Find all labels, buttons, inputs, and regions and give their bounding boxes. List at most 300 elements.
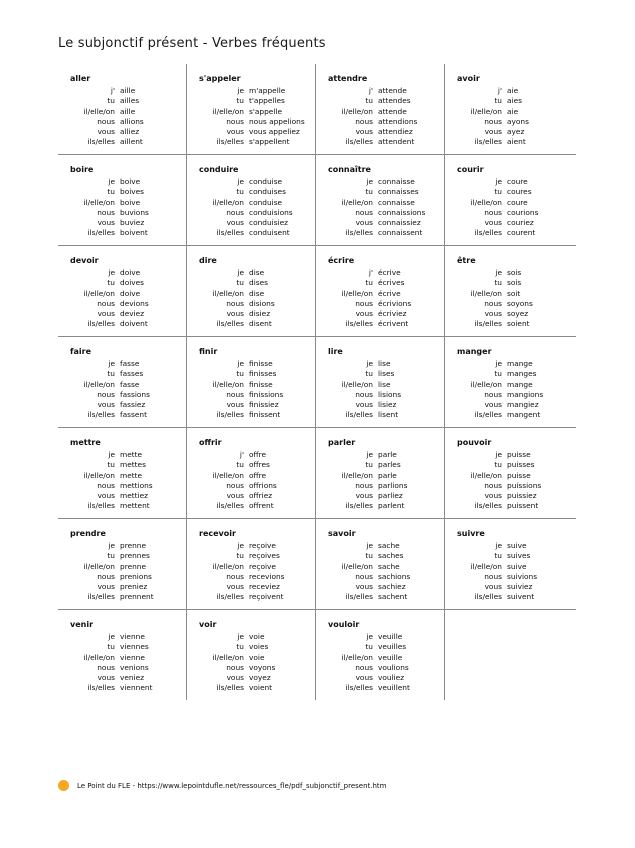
- verb-cell: [445, 519, 574, 609]
- pronoun: tu: [365, 96, 373, 106]
- verb-cell: [445, 64, 574, 154]
- pronoun: tu: [107, 278, 115, 288]
- conjugation-line: [187, 177, 315, 187]
- conjugation-line: [187, 501, 315, 511]
- pronoun: ils/elles: [474, 228, 502, 238]
- pronoun: il/elle/on: [83, 106, 115, 116]
- verb-form: lisent: [378, 410, 399, 420]
- pronoun: ils/elles: [345, 501, 373, 511]
- conjugation-line: [445, 319, 574, 329]
- conjugation-line: [316, 450, 444, 460]
- verb-form: sachions: [378, 571, 411, 581]
- pronoun: tu: [236, 551, 244, 561]
- verb-name: venir: [70, 620, 94, 629]
- verb-form: voies: [249, 642, 269, 652]
- verb-form: puissiez: [507, 491, 537, 501]
- pronoun: nous: [226, 116, 244, 126]
- verb-form: parliez: [378, 491, 403, 501]
- verb-form: offre: [249, 470, 267, 480]
- pronoun: vous: [484, 127, 502, 137]
- conjugation-line: [445, 410, 574, 420]
- conjugation-line: [58, 359, 186, 369]
- pronoun: ils/elles: [216, 410, 244, 420]
- conjugation-list: [316, 177, 444, 239]
- verb-form: attende: [378, 106, 407, 116]
- conjugation-line: [58, 541, 186, 551]
- pronoun: tu: [236, 369, 244, 379]
- verb-form: disiez: [249, 309, 271, 319]
- grid-row: [58, 519, 576, 610]
- verb-form: puissions: [507, 480, 542, 490]
- verb-form: prenne: [120, 541, 147, 550]
- verb-form: mettions: [120, 480, 153, 490]
- pronoun: ils/elles: [474, 410, 502, 420]
- conjugation-line: [58, 187, 186, 197]
- verb-name: recevoir: [199, 529, 236, 538]
- verb-cell: [187, 337, 316, 427]
- conjugation-line: [187, 268, 315, 278]
- conjugation-line: [445, 208, 574, 218]
- pronoun: ils/elles: [345, 683, 373, 693]
- conjugation-line: [187, 450, 315, 460]
- conjugation-line: [445, 86, 574, 96]
- conjugation-line: [187, 562, 315, 572]
- conjugation-line: [445, 471, 574, 481]
- pronoun: nous: [484, 571, 502, 581]
- footer-source: Le Point du FLE - https://www.lepointdufle.net/ressources_fle/pdf_subjonctif_present.htm: [77, 781, 387, 790]
- conjugation-line: [445, 228, 574, 238]
- verb-form: aille: [120, 106, 136, 116]
- pronoun: vous: [226, 400, 244, 410]
- verb-form: parle: [378, 450, 397, 459]
- verb-cell: [445, 246, 574, 336]
- pronoun: il/elle/on: [83, 197, 115, 207]
- conjugation-line: [187, 481, 315, 491]
- conjugation-line: [58, 582, 186, 592]
- conjugation-line: [187, 218, 315, 228]
- verb-cell: [187, 246, 316, 336]
- pronoun: vous: [355, 491, 373, 501]
- pronoun: vous: [97, 673, 115, 683]
- verb-form: conduisiez: [249, 218, 289, 228]
- conjugation-line: [445, 117, 574, 127]
- pronoun: vous: [97, 127, 115, 137]
- verb-form: doivent: [120, 319, 148, 329]
- verb-form: devions: [120, 298, 149, 308]
- pronoun: tu: [107, 551, 115, 561]
- verb-name: faire: [70, 347, 91, 356]
- conjugation-line: [58, 642, 186, 652]
- verb-name: dire: [199, 256, 217, 265]
- verb-form: mettent: [120, 501, 150, 511]
- conjugation-line: [445, 187, 574, 197]
- verb-form: parlent: [378, 501, 405, 511]
- conjugation-list: [58, 177, 186, 239]
- pronoun: il/elle/on: [83, 288, 115, 298]
- verb-form: doive: [120, 268, 141, 277]
- pronoun: ils/elles: [87, 592, 115, 602]
- conjugation-line: [187, 582, 315, 592]
- verb-cell: [187, 64, 316, 154]
- verb-name: écrire: [328, 256, 355, 265]
- conjugation-line: [316, 582, 444, 592]
- pronoun: vous: [484, 309, 502, 319]
- verb-cell: [187, 519, 316, 609]
- verb-form: suives: [507, 551, 531, 561]
- conjugation-line: [445, 400, 574, 410]
- conjugation-line: [58, 410, 186, 420]
- verb-form: finisse: [249, 359, 273, 368]
- conjugation-list: [187, 632, 315, 694]
- pronoun: il/elle/on: [470, 197, 502, 207]
- verb-form: venions: [120, 662, 149, 672]
- verb-form: prennes: [120, 551, 150, 561]
- verb-form: ailles: [120, 96, 140, 106]
- conjugation-line: [187, 642, 315, 652]
- verb-cell: [445, 428, 574, 518]
- verb-form: boivent: [120, 228, 148, 238]
- pronoun: nous: [97, 571, 115, 581]
- pronoun: j': [110, 86, 115, 95]
- conjugation-line: [316, 683, 444, 693]
- pronoun: vous: [484, 582, 502, 592]
- verb-cell: [58, 610, 187, 700]
- verb-form: voie: [249, 632, 265, 641]
- conjugation-line: [187, 107, 315, 117]
- conjugation-line: [58, 481, 186, 491]
- pronoun: tu: [236, 96, 244, 106]
- verb-form: veuille: [378, 632, 403, 641]
- conjugation-line: [187, 208, 315, 218]
- pronoun: tu: [494, 278, 502, 288]
- verb-form: fasses: [120, 369, 144, 379]
- conjugation-line: [187, 460, 315, 470]
- conjugation-line: [187, 663, 315, 673]
- verb-form: conduisions: [249, 207, 293, 217]
- conjugation-line: [58, 117, 186, 127]
- pronoun: vous: [226, 582, 244, 592]
- pronoun: ils/elles: [216, 228, 244, 238]
- pronoun: ils/elles: [474, 137, 502, 147]
- pronoun: tu: [236, 278, 244, 288]
- pronoun: je: [366, 359, 373, 368]
- verb-form: ayons: [507, 116, 529, 126]
- conjugation-list: [316, 450, 444, 512]
- conjugation-line: [316, 369, 444, 379]
- conjugation-line: [187, 541, 315, 551]
- verb-form: prenne: [120, 561, 147, 571]
- verb-cell: [445, 610, 574, 700]
- verb-cell: [316, 610, 445, 700]
- pronoun: vous: [97, 218, 115, 228]
- conjugation-line: [445, 268, 574, 278]
- conjugation-line: [58, 86, 186, 96]
- verb-form: sachiez: [378, 582, 406, 592]
- pronoun: je: [237, 268, 244, 277]
- pronoun: il/elle/on: [83, 561, 115, 571]
- pronoun: vous: [355, 673, 373, 683]
- conjugation-line: [316, 471, 444, 481]
- pronoun: vous: [484, 218, 502, 228]
- conjugation-line: [187, 592, 315, 602]
- verb-cell: [316, 519, 445, 609]
- conjugation-line: [187, 410, 315, 420]
- verb-name: parler: [328, 438, 356, 447]
- verb-form: attendes: [378, 96, 411, 106]
- verb-form: connaissions: [378, 207, 426, 217]
- conjugation-line: [58, 632, 186, 642]
- verb-name: manger: [457, 347, 492, 356]
- verb-form: veuillent: [378, 683, 410, 693]
- conjugation-line: [316, 228, 444, 238]
- conjugation-line: [316, 208, 444, 218]
- conjugation-line: [445, 369, 574, 379]
- conjugation-line: [445, 572, 574, 582]
- conjugation-list: [445, 268, 574, 330]
- pronoun: nous: [355, 480, 373, 490]
- verb-cell: [316, 246, 445, 336]
- pronoun: tu: [494, 460, 502, 470]
- pronoun: il/elle/on: [470, 470, 502, 480]
- grid-row: [58, 64, 576, 155]
- conjugation-list: [445, 177, 574, 239]
- conjugation-line: [187, 359, 315, 369]
- verb-form: aies: [507, 96, 522, 106]
- verb-name: vouloir: [328, 620, 360, 629]
- verb-form: écrivent: [378, 319, 409, 329]
- verb-form: offre: [249, 450, 267, 459]
- pronoun: il/elle/on: [83, 470, 115, 480]
- verb-form: sois: [507, 268, 522, 277]
- verb-form: mangent: [507, 410, 541, 420]
- pronoun: ils/elles: [345, 228, 373, 238]
- conjugation-line: [445, 107, 574, 117]
- verb-form: disions: [249, 298, 275, 308]
- conjugation-line: [58, 400, 186, 410]
- conjugation-line: [316, 541, 444, 551]
- conjugation-line: [187, 299, 315, 309]
- conjugation-line: [187, 683, 315, 693]
- verb-name: savoir: [328, 529, 356, 538]
- pronoun: ils/elles: [87, 410, 115, 420]
- verb-form: viennes: [120, 642, 149, 652]
- verb-form: mettiez: [120, 491, 149, 501]
- verb-form: veniez: [120, 673, 145, 683]
- verb-name: voir: [199, 620, 217, 629]
- verb-form: soient: [507, 319, 530, 329]
- conjugation-list: [445, 541, 574, 603]
- pronoun: nous: [226, 298, 244, 308]
- conjugation-line: [58, 673, 186, 683]
- conjugation-line: [445, 582, 574, 592]
- conjugation-line: [316, 410, 444, 420]
- pronoun: nous: [226, 207, 244, 217]
- conjugation-list: [316, 86, 444, 148]
- pronoun: nous: [97, 207, 115, 217]
- conjugation-line: [58, 177, 186, 187]
- conjugation-line: [316, 319, 444, 329]
- pronoun: nous: [226, 480, 244, 490]
- verb-form: parle: [378, 470, 397, 480]
- verb-form: mangiez: [507, 400, 539, 410]
- verb-cell: [58, 428, 187, 518]
- verb-form: m'appelle: [249, 86, 286, 95]
- verb-form: parlions: [378, 480, 408, 490]
- verb-form: aie: [507, 106, 519, 116]
- pronoun: il/elle/on: [341, 197, 373, 207]
- pronoun: vous: [97, 491, 115, 501]
- conjugation-line: [58, 319, 186, 329]
- conjugation-line: [316, 380, 444, 390]
- verb-form: puissent: [507, 501, 539, 511]
- pronoun: ils/elles: [474, 501, 502, 511]
- pronoun: tu: [107, 642, 115, 652]
- conjugation-line: [58, 683, 186, 693]
- grid-row: [58, 246, 576, 337]
- footer: [58, 780, 387, 791]
- verb-cell: [316, 428, 445, 518]
- pronoun: vous: [97, 400, 115, 410]
- verb-form: s'appelle: [249, 106, 282, 116]
- pronoun: il/elle/on: [83, 652, 115, 662]
- conjugation-line: [187, 278, 315, 288]
- pronoun: nous: [355, 298, 373, 308]
- verb-form: conduise: [249, 177, 283, 186]
- verb-form: offrions: [249, 480, 277, 490]
- verb-form: mange: [507, 359, 533, 368]
- pronoun: je: [495, 541, 502, 550]
- conjugation-line: [316, 551, 444, 561]
- pronoun: ils/elles: [87, 501, 115, 511]
- conjugation-line: [316, 642, 444, 652]
- conjugation-line: [187, 369, 315, 379]
- verb-cell: [58, 64, 187, 154]
- conjugation-line: [445, 501, 574, 511]
- conjugation-line: [187, 198, 315, 208]
- conjugation-line: [187, 187, 315, 197]
- verb-form: mange: [507, 379, 533, 389]
- conjugation-list: [187, 86, 315, 148]
- conjugation-list: [58, 632, 186, 694]
- conjugation-line: [445, 309, 574, 319]
- verb-form: s'appellent: [249, 137, 290, 147]
- conjugation-list: [316, 632, 444, 694]
- conjugation-line: [58, 369, 186, 379]
- verb-form: connaisses: [378, 187, 419, 197]
- conjugation-line: [316, 218, 444, 228]
- verb-form: coures: [507, 187, 532, 197]
- verb-form: lisions: [378, 389, 402, 399]
- conjugation-line: [58, 380, 186, 390]
- pronoun: vous: [226, 127, 244, 137]
- verb-cell: [58, 519, 187, 609]
- verb-cell: [58, 155, 187, 245]
- conjugation-line: [187, 117, 315, 127]
- conjugation-line: [316, 632, 444, 642]
- conjugation-list: [445, 450, 574, 512]
- conjugation-line: [445, 137, 574, 147]
- verb-form: mangions: [507, 389, 544, 399]
- pronoun: il/elle/on: [341, 106, 373, 116]
- conjugation-list: [316, 541, 444, 603]
- verb-form: suive: [507, 541, 527, 550]
- verb-form: attende: [378, 86, 407, 95]
- pronoun: tu: [365, 187, 373, 197]
- pronoun: nous: [97, 116, 115, 126]
- conjugation-line: [58, 228, 186, 238]
- conjugation-line: [58, 208, 186, 218]
- conjugation-line: [187, 400, 315, 410]
- pronoun: je: [108, 450, 115, 459]
- verb-form: fassions: [120, 389, 150, 399]
- verb-form: ayez: [507, 127, 525, 137]
- verb-name: offrir: [199, 438, 222, 447]
- conjugation-line: [187, 86, 315, 96]
- conjugation-line: [316, 278, 444, 288]
- pronoun: vous: [226, 673, 244, 683]
- pronoun: il/elle/on: [83, 379, 115, 389]
- pronoun: j': [239, 450, 244, 459]
- verb-form: veuille: [378, 652, 403, 662]
- verb-name: aller: [70, 74, 91, 83]
- pronoun: nous: [484, 480, 502, 490]
- verb-name: conduire: [199, 165, 239, 174]
- verb-cell: [316, 337, 445, 427]
- verb-form: couriez: [507, 218, 534, 228]
- verb-form: dise: [249, 288, 265, 298]
- pronoun: nous: [226, 389, 244, 399]
- verb-form: aille: [120, 86, 136, 95]
- verb-form: voie: [249, 652, 265, 662]
- conjugation-line: [316, 572, 444, 582]
- pronoun: nous: [484, 389, 502, 399]
- pronoun: j': [368, 268, 373, 277]
- conjugation-line: [316, 127, 444, 137]
- verb-form: boive: [120, 177, 141, 186]
- conjugation-line: [316, 663, 444, 673]
- conjugation-line: [316, 198, 444, 208]
- pronoun: je: [237, 359, 244, 368]
- conjugation-list: [58, 541, 186, 603]
- verb-form: dise: [249, 268, 265, 277]
- verb-form: lise: [378, 359, 391, 368]
- conjugation-line: [445, 218, 574, 228]
- conjugation-line: [187, 96, 315, 106]
- verb-form: buvions: [120, 207, 149, 217]
- verb-form: suivent: [507, 592, 535, 602]
- verb-form: manges: [507, 369, 537, 379]
- pronoun: tu: [494, 96, 502, 106]
- pronoun: vous: [226, 309, 244, 319]
- pronoun: ils/elles: [87, 137, 115, 147]
- verb-form: saches: [378, 551, 404, 561]
- verb-name: mettre: [70, 438, 101, 447]
- verb-form: connaissent: [378, 228, 423, 238]
- conjugation-line: [445, 562, 574, 572]
- verb-form: aillent: [120, 137, 143, 147]
- pronoun: nous: [355, 116, 373, 126]
- pronoun: vous: [484, 400, 502, 410]
- conjugation-line: [316, 673, 444, 683]
- verb-form: vous appeliez: [249, 127, 300, 137]
- pronoun: il/elle/on: [212, 379, 244, 389]
- conjugation-line: [445, 289, 574, 299]
- conjugation-list: [58, 359, 186, 421]
- pronoun: je: [366, 450, 373, 459]
- conjugation-line: [445, 390, 574, 400]
- conjugation-list: [187, 359, 315, 421]
- pronoun: ils/elles: [345, 137, 373, 147]
